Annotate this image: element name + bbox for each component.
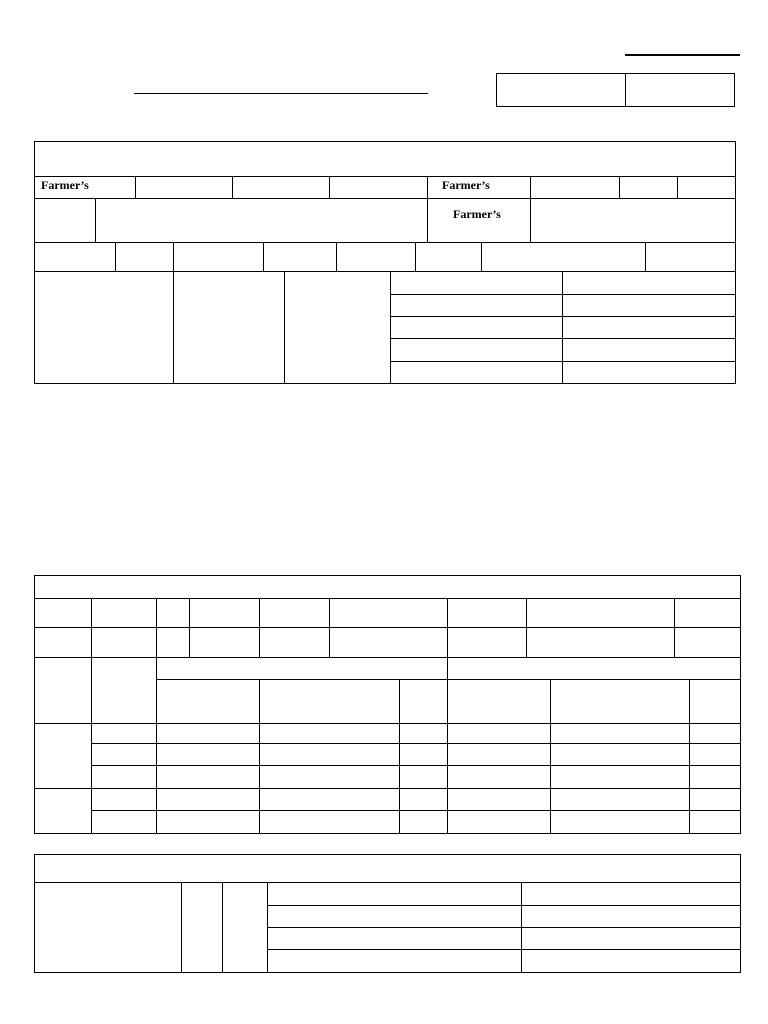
farmer-label-right: Farmer’s: [442, 178, 490, 192]
summary-table-border: [35, 855, 741, 973]
farmer-label-left: Farmer’s: [41, 178, 89, 192]
farmer-label-row3: Farmer’s: [453, 207, 501, 221]
